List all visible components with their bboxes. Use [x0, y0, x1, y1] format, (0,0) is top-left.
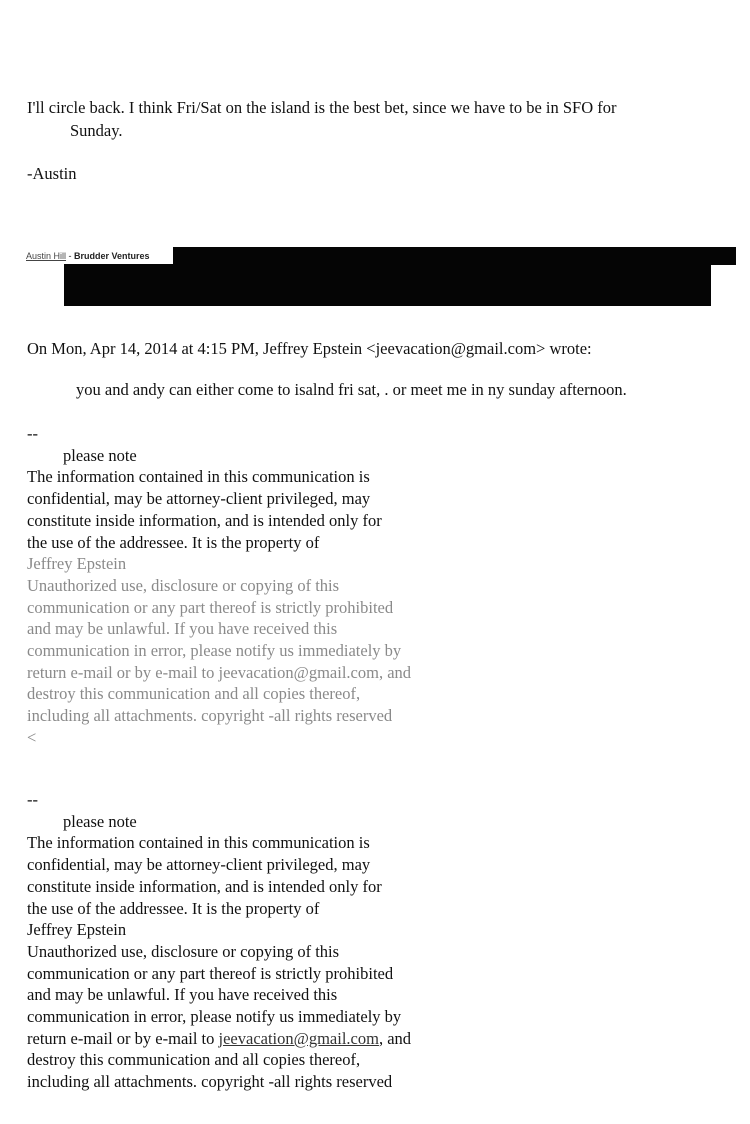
- signature-name: Austin Hill: [26, 251, 67, 261]
- footer-line: the use of the addressee. It is the property of: [27, 532, 320, 552]
- reply-line-1: I'll circle back. I think Fri/Sat on the island is the best bet, since we have to be in SFO for: [27, 98, 617, 117]
- redaction-bar-2: [64, 264, 711, 306]
- footer-line: communication or any part thereof is strictly prohibited: [27, 963, 394, 983]
- footer-disclaimer-1: [27, 423, 411, 749]
- footer-line: constitute inside information, and is intended only for: [27, 510, 382, 530]
- signature: [26, 250, 150, 262]
- signature-separator: -: [66, 251, 75, 261]
- footer-line: Unauthorized use, disclosure or copying of this: [27, 575, 340, 595]
- footer-email-suffix: , and: [378, 1028, 412, 1048]
- footer-line: communication in error, please notify us immediately by: [27, 1007, 402, 1027]
- footer-disclaimer-2: [27, 789, 411, 1093]
- footer-line: return e-mail or by e-mail to jeevacation@gmail.com, and: [27, 662, 412, 682]
- footer-line: Jeffrey Epstein: [27, 920, 127, 940]
- footer-line: The information contained in this communication is: [27, 467, 370, 487]
- footer-line: destroy this communication and all copies thereof,: [27, 1050, 361, 1070]
- footer-note: please note: [63, 811, 137, 831]
- reply-line-2: Sunday.: [70, 121, 123, 140]
- footer-line: constitute inside information, and is intended only for: [27, 876, 382, 896]
- reply-signoff: -Austin: [27, 164, 77, 183]
- footer-line: and may be unlawful. If you have received this: [27, 619, 338, 639]
- email-link[interactable]: jeevacation@gmail.com: [218, 1028, 379, 1048]
- quoted-header: On Mon, Apr 14, 2014 at 4:15 PM, Jeffrey Epstein <jeevacation@gmail.com> wrote:: [27, 339, 592, 358]
- footer-line: including all attachments. copyright -all rights reserved: [27, 1072, 393, 1092]
- footer-line: confidential, may be attorney-client privileged, may: [27, 855, 371, 875]
- signature-company: Brudder Ventures: [74, 251, 150, 261]
- footer-note: please note: [63, 445, 137, 465]
- footer-line: communication in error, please notify us immediately by: [27, 641, 402, 661]
- footer-dashes: --: [27, 424, 38, 443]
- footer-line: confidential, may be attorney-client privileged, may: [27, 489, 371, 509]
- footer-line: destroy this communication and all copies thereof,: [27, 684, 361, 704]
- footer-line: including all attachments. copyright -all rights reserved: [27, 706, 393, 726]
- footer-email-line: [27, 1028, 411, 1050]
- redaction-bar-1: [173, 247, 736, 265]
- footer-line: The information contained in this communication is: [27, 833, 370, 853]
- footer-line: Unauthorized use, disclosure or copying of this: [27, 941, 340, 961]
- footer-email-prefix: return e-mail or by e-mail to: [27, 1028, 219, 1048]
- footer-line: communication or any part thereof is strictly prohibited: [27, 597, 394, 617]
- footer-line: and may be unlawful. If you have received this: [27, 985, 338, 1005]
- footer-dashes: --: [27, 790, 38, 809]
- quoted-body: you and andy can either come to isalnd fri sat, . or meet me in ny sunday afternoon.: [76, 380, 627, 399]
- footer-line: the use of the addressee. It is the property of: [27, 898, 320, 918]
- footer-line: Jeffrey Epstein: [27, 554, 127, 574]
- footer-line: <: [27, 727, 37, 747]
